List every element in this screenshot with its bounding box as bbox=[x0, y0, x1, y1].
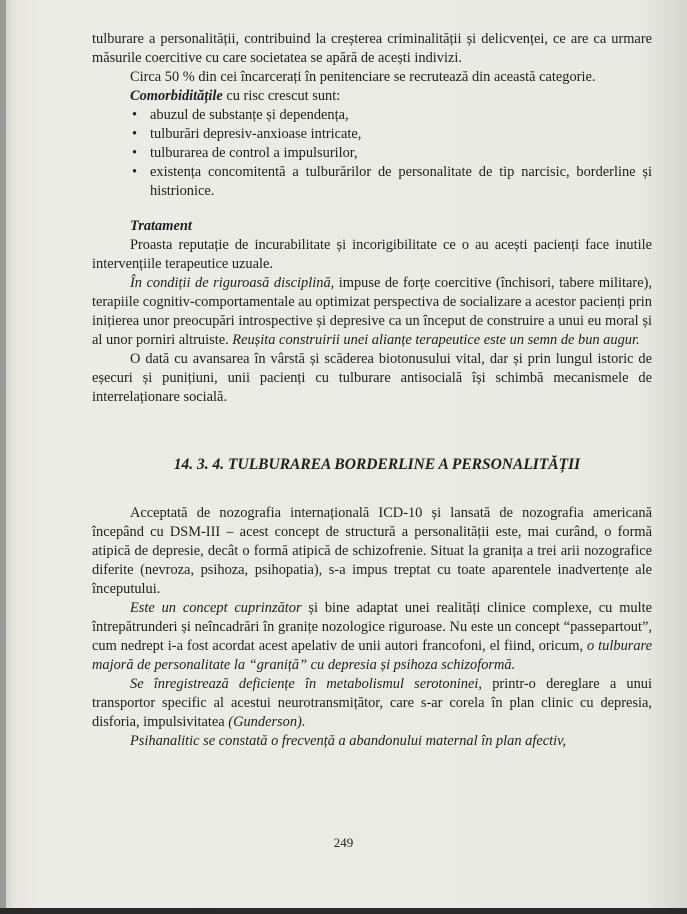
comorbidities-list bbox=[92, 106, 652, 201]
page-number: 249 bbox=[333, 835, 354, 850]
book-spine-shadow bbox=[0, 0, 6, 914]
scan-bottom-edge bbox=[0, 908, 687, 914]
treatment-paragraph-3: O dată cu avansarea în vârstă și scăderea biotonusului vital, dar și prin lungul istoric de eșecuri și punițiuni, unii pacienți cu tulburare antisocială își schimbă mecanismele de interrelaționare socială. bbox=[92, 351, 652, 405]
treatment-paragraph-2: În condiții de riguroasă disciplină, impuse de forțe coercitive (închisori, tabere militare), terapiile cognitiv-comportamentale au optimizat perspectiva de socializare a acestor pacienți prin inițierea unor preocupări introspective și depresive ca un început de construire a unui eu moral și al unor porniri altruiste. Reușita construirii unei alianțe terapeutice este un semn de bun augur. bbox=[92, 275, 652, 348]
paragraph-continued: tulburare a personalității, contribuind la creșterea criminalității și delicvenței, ce are ca urmare măsurile coercitive cu care societatea se apără de acești indivizi. bbox=[92, 31, 652, 66]
comorbidities-text: cu risc crescut sunt: bbox=[222, 88, 341, 104]
section-heading: 14. 3. 4. TULBURAREA BORDERLINE A PERSONALITĂȚII bbox=[173, 456, 581, 473]
treatment-paragraph-1: Proasta reputație de incurabilitate și incorigibilitate ce o au acești pacienți face inutile intervențiile terapeutice uzuale. bbox=[92, 237, 652, 272]
list-item: • tulburări depresiv-anxioase intricate, bbox=[150, 125, 652, 144]
list-item: • existența concomitentă a tulburărilor de personalitate de tip narcisic, borderline și histrionice. bbox=[150, 163, 652, 201]
treatment-heading: Tratament bbox=[130, 218, 192, 234]
borderline-paragraph-2: Este un concept cuprinzător și bine adaptat unei realități clinice complexe, cu multe întrepătrunderi și neîncadrări în granițe nozologice riguroase. Nu este un concept “passepartout”, cum nedrept i-a fost acordat acest apelativ de unii autori francofoni, el fiind, oricum, o tulburare majoră de personalitate la “graniță” cu depresia și psihoza schizoformă. bbox=[92, 600, 653, 673]
list-item: • abuzul de substanțe și dependența, bbox=[150, 106, 652, 125]
comorbidities-label: Comorbiditățile bbox=[130, 88, 223, 104]
borderline-paragraph-1: Acceptată de nozografia internațională ICD-10 și lansată de nozografia americană începând cu DSM-III – acest concept de structură a personalității este, mai curând, o formă atipică de depresie, decât o formă atipică de schizofrenie. Situat la granița a trei arii nozografice diferite (nevroza, psihoza, psihopatia), s-a impus treptat cu toate aparentele inadvertențe ale începutului. bbox=[92, 505, 652, 597]
page-content bbox=[92, 30, 652, 751]
comorbidities-intro bbox=[92, 87, 652, 106]
borderline-paragraph-3: Se înregistrează deficiențe în metabolismul serotoninei, printr-o dereglare a unui transportor specific al acestui neurotransmițător, care s-ar corela în plan clinic cu depresia, disforia, impulsivitatea (Gunderson). bbox=[92, 676, 652, 730]
paragraph-statistic: Circa 50 % din cei încarcerați în penitenciare se recrutează din această categorie. bbox=[130, 69, 596, 85]
list-item: • tulburarea de control a impulsurilor, bbox=[150, 144, 652, 163]
borderline-paragraph-4: Psihanalitic se constată o frecvență a abandonului maternal în plan afectiv, bbox=[130, 733, 567, 749]
